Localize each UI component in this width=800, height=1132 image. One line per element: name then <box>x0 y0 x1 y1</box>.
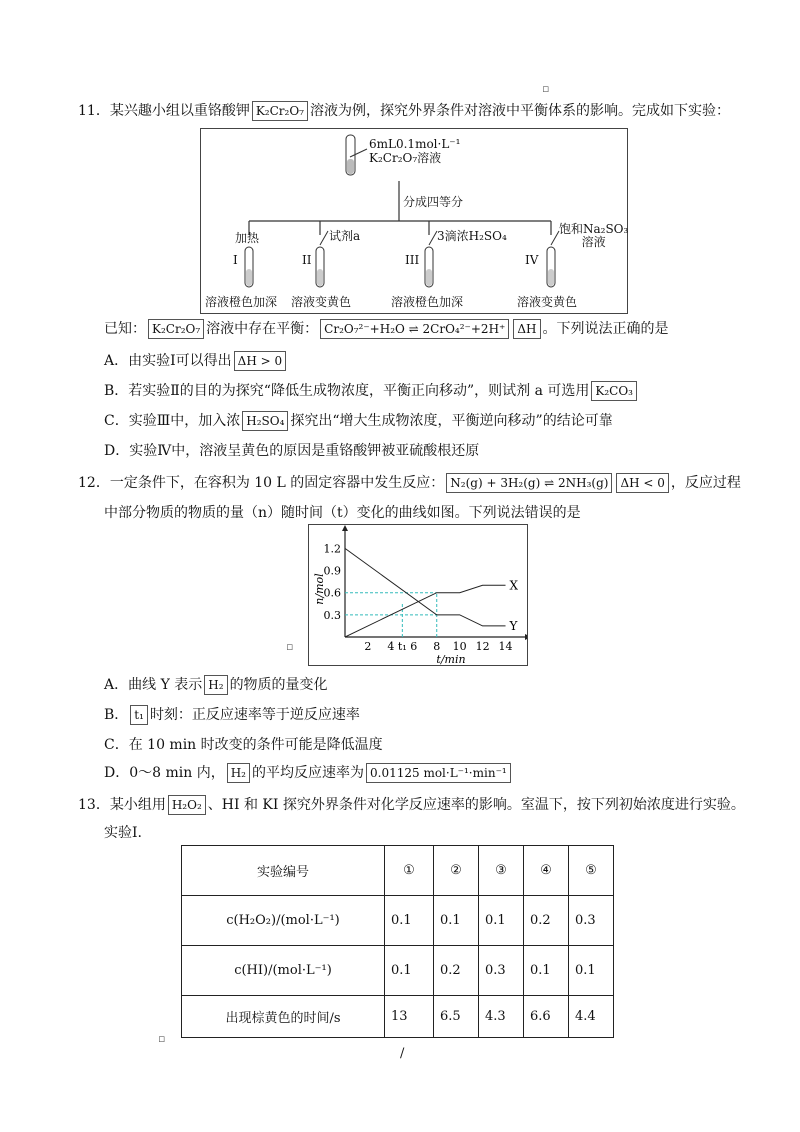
q12-option-b: B． t₁ 时刻：正反应速率等于逆反应速率 <box>104 707 360 723</box>
branch-roman: II <box>302 253 312 267</box>
x-tick-label: 2 <box>364 640 372 653</box>
x-tick-label: t₁ <box>397 640 407 653</box>
page-footer: / <box>400 1046 405 1061</box>
test-tube-icon <box>425 247 433 287</box>
x-tick-label: 4 <box>387 640 395 653</box>
small-mark: ▫ <box>286 640 294 653</box>
reaction-box: N₂(g) + 3H₂(g) ⇌ 2NH₃(g) <box>446 473 612 493</box>
q11-option-b: B．若实验Ⅱ的目的为探究“降低生成物浓度，平衡正向移动”，则试剂 a 可选用 K₂CO₃ <box>104 380 639 401</box>
x-tick-label: 14 <box>498 640 513 653</box>
q12-stem-cont: 中部分物质的物质的量（n）随时间（t）变化的曲线如图。下列说法错误的是 <box>104 505 581 521</box>
x-axis-arrow <box>525 634 527 640</box>
branch-result: 溶液变黄色 <box>291 295 352 309</box>
y-tick-label: 0.3 <box>323 608 341 622</box>
q11-known: 已知： K₂Cr₂O₇ 溶液中存在平衡： Cr₂O₇²⁻+H₂O ⇌ 2CrO₄²⁻+2H⁺ ΔH 。下列说法正确的是 <box>104 321 669 337</box>
test-tube-icon <box>547 247 555 287</box>
amount-time-chart <box>309 525 527 665</box>
q11-experiment-figure <box>200 128 628 314</box>
test-tube-icon <box>316 247 324 287</box>
branch-roman: I <box>233 253 238 267</box>
formula-box: K₂Cr₂O₇ <box>252 101 308 121</box>
branch-condition: 饱和Na₂SO₃ 溶液 <box>559 222 629 249</box>
series-label: X <box>509 578 519 593</box>
small-mark: ▫ <box>158 1032 166 1045</box>
q12-option-d: D．0～8 min 内， H₂ 的平均反应速率为 0.01125 mol·L⁻¹·min⁻¹ <box>104 762 513 783</box>
q11-option-a: A．由实验Ⅰ可以得出 ΔH > 0 <box>104 350 288 371</box>
x-tick-label: 10 <box>452 640 467 653</box>
branch-condition: 加热 <box>235 231 260 245</box>
series-label: Y <box>509 618 518 633</box>
x-tick-label: 8 <box>433 640 441 653</box>
q13-exp-label: 实验Ⅰ. <box>104 825 142 841</box>
branch-roman: III <box>405 253 420 267</box>
split-label: 分成四等分 <box>403 195 464 209</box>
experiment-table <box>181 845 614 1038</box>
branch-result: 溶液橙色加深 <box>391 295 464 309</box>
y-axis-arrow <box>342 525 348 531</box>
q12-option-a: A．曲线 Y 表示 H₂ 的物质的量变化 <box>104 677 328 693</box>
table-row: 实验编号 ① ② ③ ④ ⑤ <box>182 846 614 896</box>
branch-condition: 试剂a <box>329 229 361 243</box>
page-mark: ▫ <box>542 82 550 95</box>
branch-result: 溶液变黄色 <box>517 295 578 309</box>
q11-option-c: C．实验Ⅲ中，加入浓 H₂SO₄ 探究出“增大生成物浓度，平衡逆向移动”的结论可靠 <box>104 413 613 429</box>
q11-stem: 11．某兴趣小组以重铬酸钾 K₂Cr₂O₇ 溶液为例，探究外界条件对溶液中平衡体系的影响。完成如下实验： <box>78 103 730 119</box>
equilibrium-box: Cr₂O₇²⁻+H₂O ⇌ 2CrO₄²⁻+2H⁺ <box>320 319 509 339</box>
x-tick-label: 12 <box>475 640 490 653</box>
q11-option-d: D．实验Ⅳ中，溶液呈黄色的原因是重铬酸钾被亚硫酸根还原 <box>104 443 480 459</box>
series-line <box>345 548 506 626</box>
test-tube-icon <box>245 247 253 287</box>
table-row: 出现棕黄色的时间/s 13 6.5 4.3 6.6 4.4 <box>182 996 614 1038</box>
q12-stem: 12．一定条件下，在容积为 10 L 的固定容器中发生反应： N₂(g) + 3H₂(g) ⇌ 2NH₃(g) ΔH < 0 ，反应过程 <box>78 475 741 491</box>
reagent-label: 6mL0.1mol·L⁻¹ K₂Cr₂O₇溶液 <box>369 137 461 165</box>
y-tick-label: 1.2 <box>323 542 341 556</box>
table-row: c(H₂O₂)/(mol·L⁻¹) 0.1 0.1 0.1 0.2 0.3 <box>182 896 614 946</box>
y-tick-label: 0.6 <box>323 586 341 600</box>
branch-result: 溶液橙色加深 <box>205 295 278 309</box>
branch-condition: 3滴浓H₂SO₄ <box>437 229 507 243</box>
y-tick-label: 0.9 <box>323 564 341 578</box>
table-row: c(HI)/(mol·L⁻¹) 0.1 0.2 0.3 0.1 0.1 <box>182 946 614 996</box>
x-axis-label: t/min <box>436 653 466 665</box>
q13-stem: 13．某小组用 H₂O₂ 、HI 和 KI 探究外界条件对化学反应速率的影响。室温下，按下列初始浓度进行实验。 <box>78 797 745 813</box>
q12-chart-frame <box>308 524 528 666</box>
q11-number: 11． <box>78 103 110 119</box>
q12-option-c: C．在 10 min 时改变的条件可能是降低温度 <box>104 737 383 753</box>
branch-roman: IV <box>525 253 539 267</box>
y-axis-label: n/mol <box>313 573 326 605</box>
x-tick-label: 6 <box>410 640 418 653</box>
